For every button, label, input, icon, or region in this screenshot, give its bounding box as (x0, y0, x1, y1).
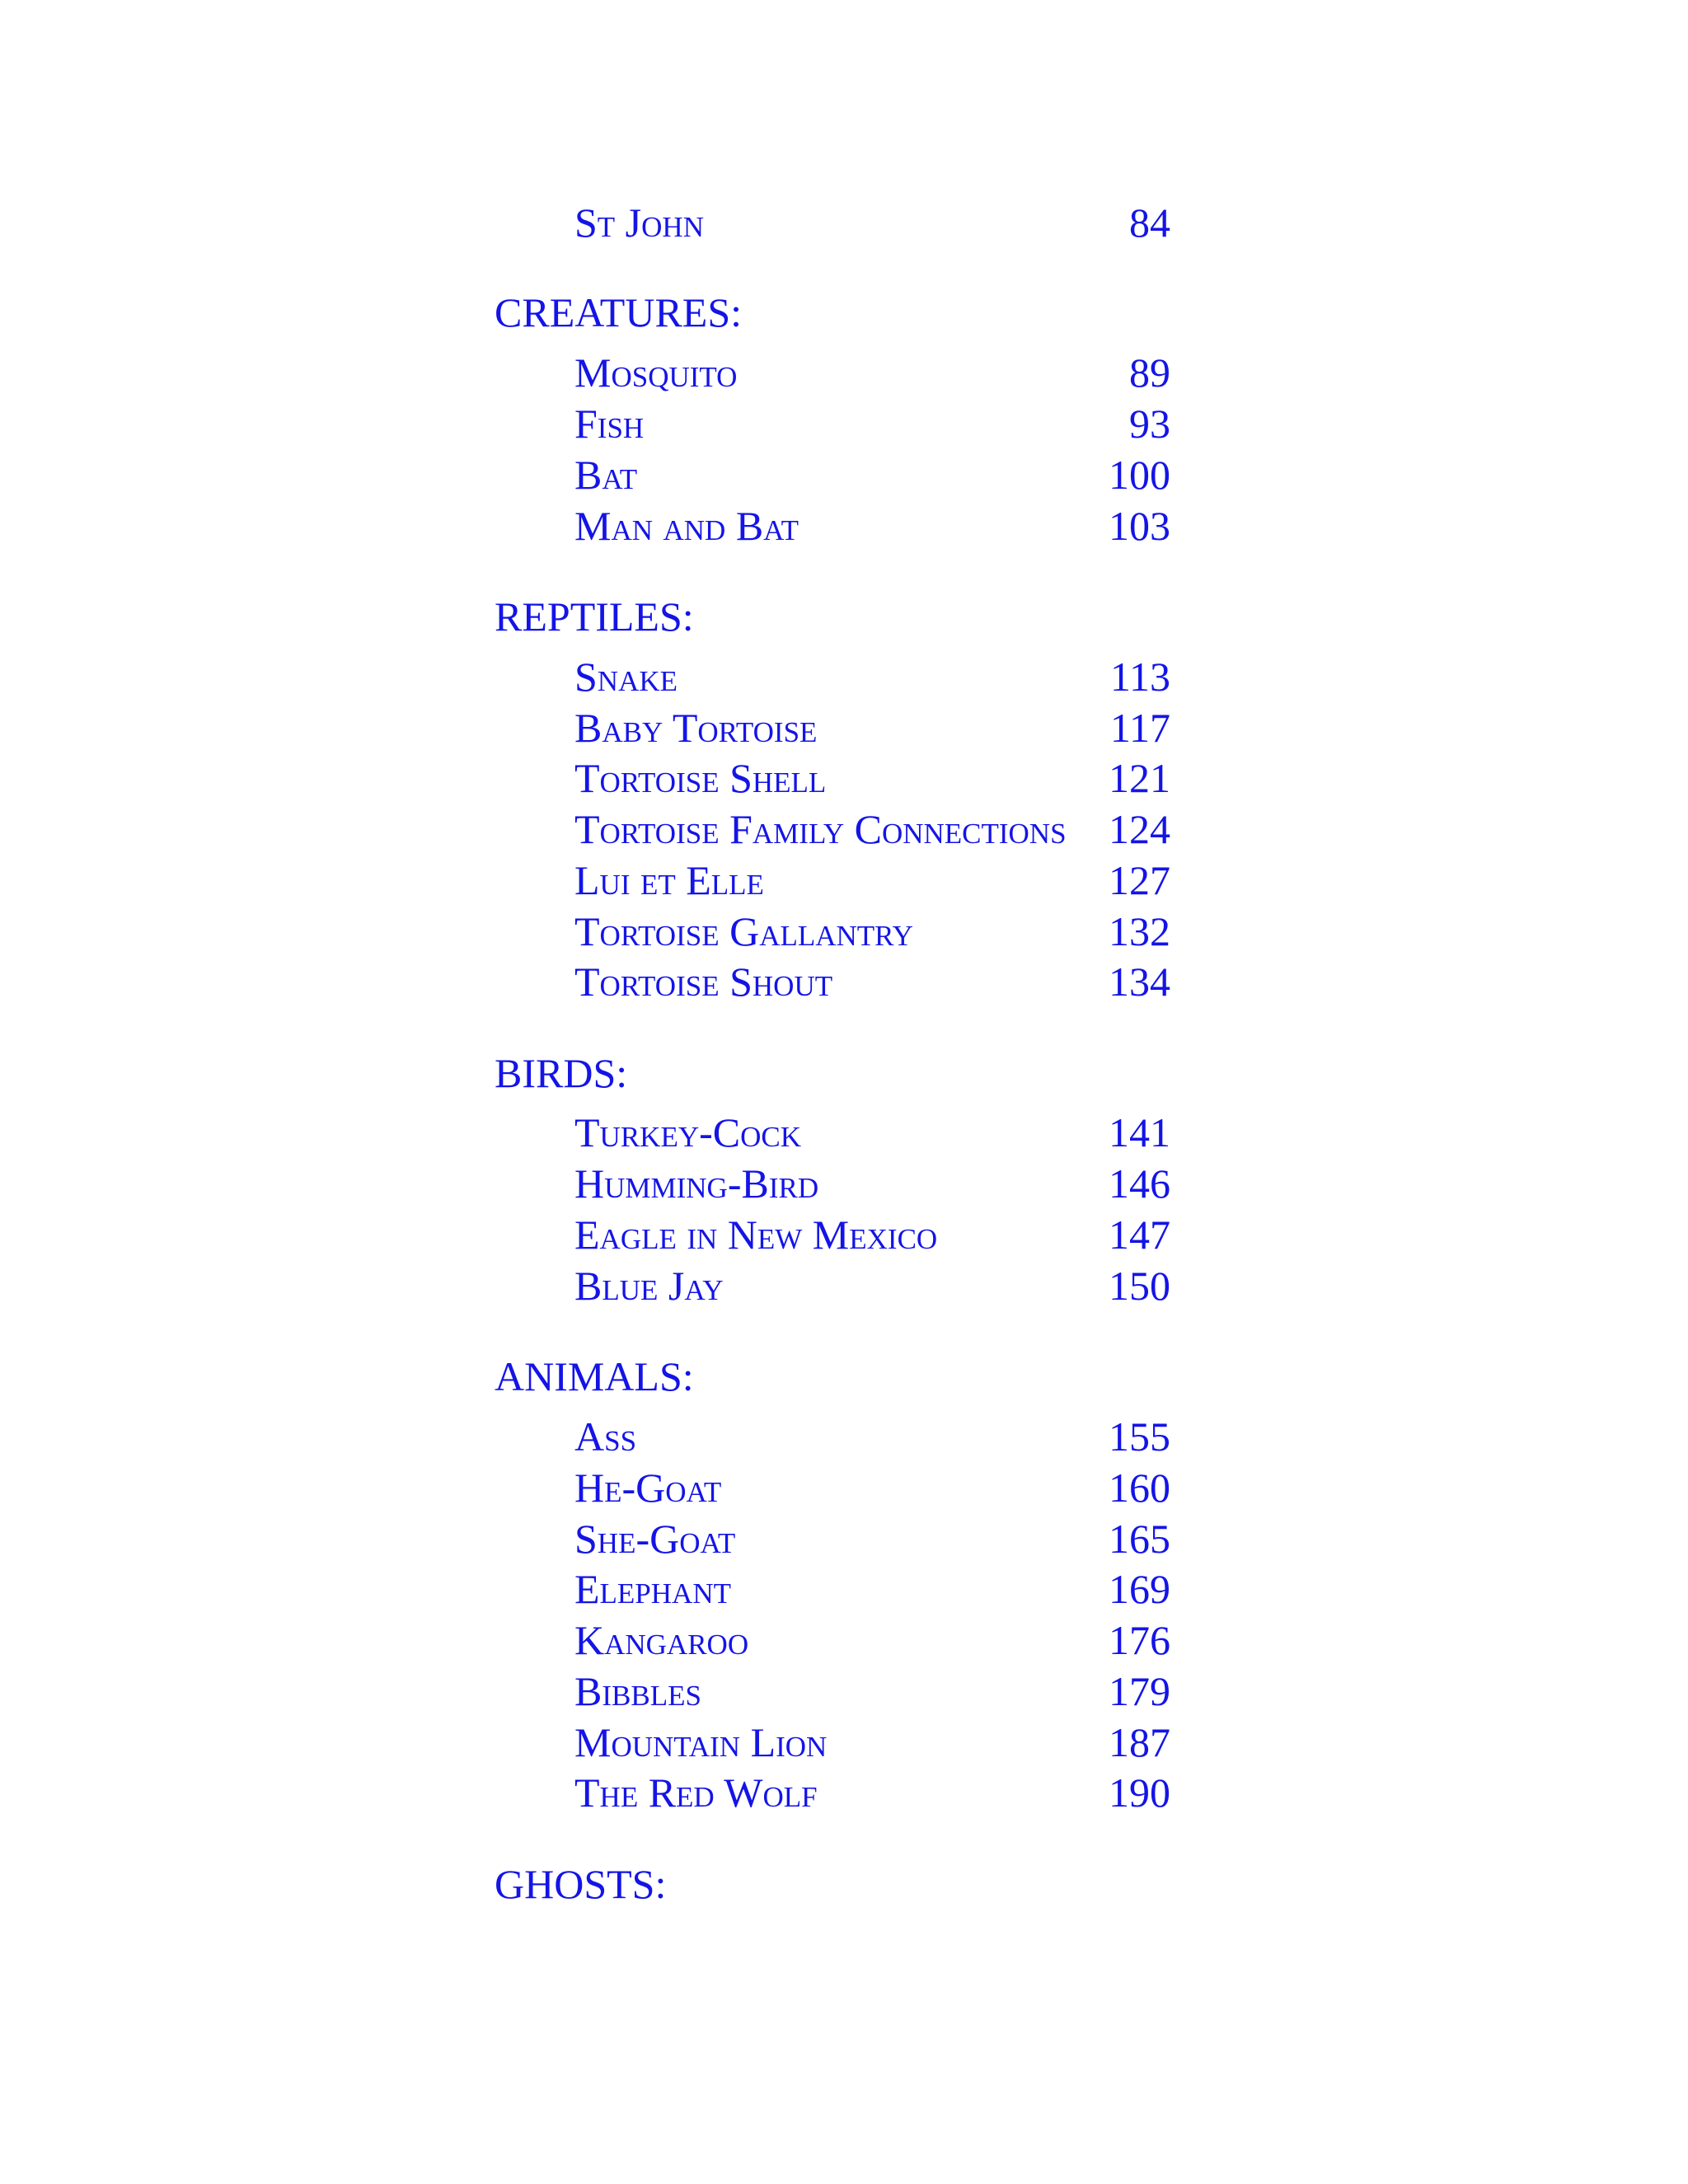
section-heading-ghosts: GHOSTS: (495, 1861, 667, 1907)
toc-entry-page: 141 (1109, 1109, 1170, 1155)
toc-entry-page: 89 (1129, 349, 1170, 396)
toc-entry[interactable] (574, 1108, 1170, 1157)
toc-entry[interactable] (574, 907, 1170, 956)
toc-entry-page: 176 (1109, 1617, 1170, 1663)
toc-entry-page: 84 (1129, 199, 1170, 246)
toc-entry-page: 147 (1109, 1212, 1170, 1258)
toc-entry-page: 103 (1109, 503, 1170, 549)
toc-entry-page: 121 (1109, 755, 1170, 801)
toc-entry-title: Turkey-Cock (574, 1109, 801, 1155)
toc-entry-title: Tortoise Shell (574, 755, 827, 801)
toc-entry-page: 146 (1109, 1160, 1170, 1207)
toc-entry-title: Mosquito (574, 349, 738, 396)
toc-entry-page: 190 (1109, 1769, 1170, 1816)
toc-entry-title: Lui et Elle (574, 857, 764, 903)
toc-entry[interactable] (574, 1718, 1170, 1767)
section-heading-animals: ANIMALS: (495, 1353, 694, 1399)
toc-entry[interactable] (574, 1159, 1170, 1208)
toc-entry-page: 150 (1109, 1263, 1170, 1309)
toc-entry-title: Snake (574, 654, 678, 700)
toc-entry[interactable] (574, 855, 1170, 905)
toc-entry-title: Bibbles (574, 1668, 701, 1714)
toc-entry-title: Tortoise Family Connections (574, 806, 1067, 852)
toc-entry-title: Humming-Bird (574, 1160, 819, 1207)
toc-entry[interactable] (574, 1514, 1170, 1563)
toc-entry[interactable] (574, 957, 1170, 1006)
toc-entry-title: She-Goat (574, 1516, 736, 1562)
toc-entry[interactable] (574, 804, 1170, 854)
toc-entry[interactable] (574, 1615, 1170, 1665)
toc-entry-page: 127 (1109, 857, 1170, 903)
toc-entry-page: 187 (1109, 1719, 1170, 1765)
toc-entry[interactable] (574, 348, 1170, 397)
toc-entry-page: 160 (1109, 1465, 1170, 1511)
toc-entry[interactable] (574, 501, 1170, 551)
toc-entry-page: 179 (1109, 1668, 1170, 1714)
toc-entry[interactable] (574, 1210, 1170, 1259)
toc-entry-title: Fish (574, 401, 645, 447)
toc-entry-page: 169 (1109, 1566, 1170, 1612)
table-of-contents (495, 0, 1170, 2184)
toc-entry[interactable] (574, 450, 1170, 499)
toc-entry[interactable] (574, 399, 1170, 448)
toc-entry-page: 132 (1109, 908, 1170, 954)
toc-entry-title: Mountain Lion (574, 1719, 828, 1765)
toc-entry-page: 113 (1109, 654, 1170, 700)
toc-entry-page: 134 (1109, 958, 1170, 1005)
toc-entry[interactable] (574, 652, 1170, 701)
toc-entry-title: Tortoise Gallantry (574, 908, 913, 954)
toc-entry-title: Ass (574, 1413, 637, 1460)
toc-entry-title: Elephant (574, 1566, 731, 1612)
toc-entry-title: He-Goat (574, 1465, 722, 1511)
toc-entry-title: Eagle in New Mexico (574, 1212, 938, 1258)
toc-entry-page: 165 (1109, 1516, 1170, 1562)
toc-entry[interactable] (574, 1768, 1170, 1817)
toc-entry-title: St John (574, 199, 704, 246)
section-heading-reptiles: REPTILES: (495, 593, 694, 640)
toc-entry[interactable] (574, 1261, 1170, 1310)
toc-entry-title: Kangaroo (574, 1617, 749, 1663)
toc-entry-page: 100 (1109, 452, 1170, 498)
section-heading-birds: BIRDS: (495, 1050, 628, 1096)
toc-entry-page: 93 (1129, 401, 1170, 447)
toc-entry-title: Blue Jay (574, 1263, 724, 1309)
toc-entry-title: The Red Wolf (574, 1769, 818, 1816)
toc-entry[interactable] (574, 1666, 1170, 1716)
toc-entry[interactable] (574, 1564, 1170, 1614)
toc-entry-page: 124 (1109, 806, 1170, 852)
toc-entry[interactable] (574, 753, 1170, 803)
toc-entry-title: Bat (574, 452, 638, 498)
toc-entry-title: Man and Bat (574, 503, 799, 549)
toc-entry[interactable] (574, 703, 1170, 752)
toc-entry[interactable] (574, 1412, 1170, 1461)
toc-entry-title: Baby Tortoise (574, 705, 818, 751)
toc-entry[interactable] (574, 198, 1170, 247)
section-heading-creatures: CREATURES: (495, 289, 743, 335)
toc-entry[interactable] (574, 1463, 1170, 1512)
toc-entry-page: 117 (1109, 705, 1170, 751)
toc-entry-title: Tortoise Shout (574, 958, 833, 1005)
toc-entry-page: 155 (1109, 1413, 1170, 1460)
